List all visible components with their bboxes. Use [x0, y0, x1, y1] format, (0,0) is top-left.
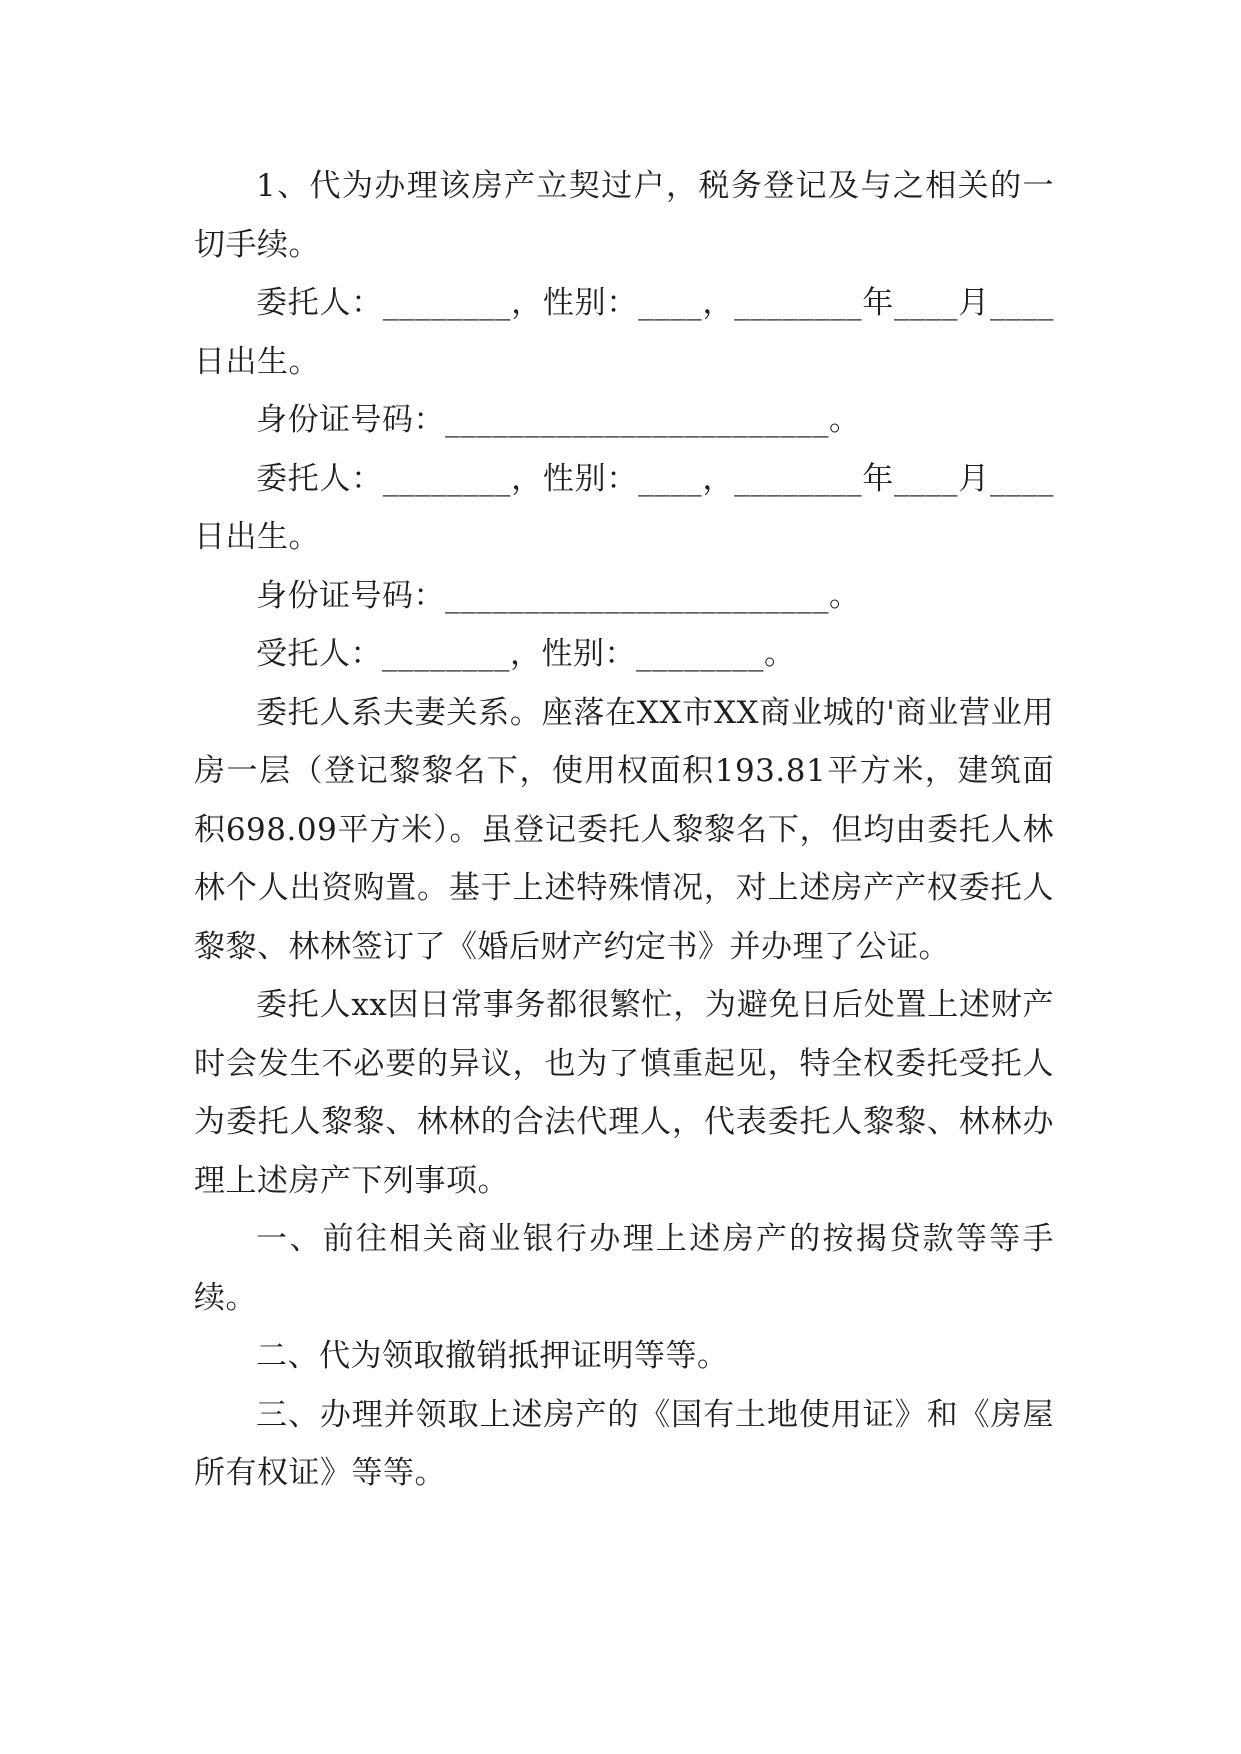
agent-info: 受托人：________，性别：________。	[256, 636, 796, 672]
authorization-statement: 委托人xx因日常事务都很繁忙，为避免日后处置上述财产时会发生不必要的异议，也为了慎重起见，特全权委托受托人为委托人黎黎、林林的合法代理人，代表委托人黎黎、林林办理上述房产下列事项。	[194, 987, 1054, 1199]
principal-2-info: 委托人：________，性别：____，________年____月____日出生。	[194, 460, 1054, 555]
document-page	[194, 157, 1054, 1503]
property-description: 委托人系夫妻关系。座落在XX市XX商业城的'商业营业用房一层（登记黎黎名下，使用权面积193.81平方米，建筑面积698.09平方米）。虽登记委托人黎黎名下，但均由委托人林林个人出资购置。基于上述特殊情况，对上述房产产权委托人黎黎、林林签订了《婚后财产约定书》并办理了公证。	[194, 694, 1054, 965]
matter-1-mortgage: 一、前往相关商业银行办理上述房产的按揭贷款等等手续。	[194, 1221, 1054, 1316]
principal-1-info: 委托人：________，性别：____，________年____月____日出生。	[194, 285, 1054, 380]
principal-2-id-number: 身份证号码：________________________。	[256, 577, 861, 614]
matter-3-certificates: 三、办理并领取上述房产的《国有土地使用证》和《房屋所有权证》等等。	[194, 1396, 1054, 1491]
matter-2-release: 二、代为领取撤销抵押证明等等。	[256, 1338, 729, 1374]
principal-1-id-number: 身份证号码：________________________。	[256, 402, 861, 438]
paragraph-item-1-transfer: 1、代为办理该房产立契过户，税务登记及与之相关的一切手续。	[194, 168, 1054, 263]
